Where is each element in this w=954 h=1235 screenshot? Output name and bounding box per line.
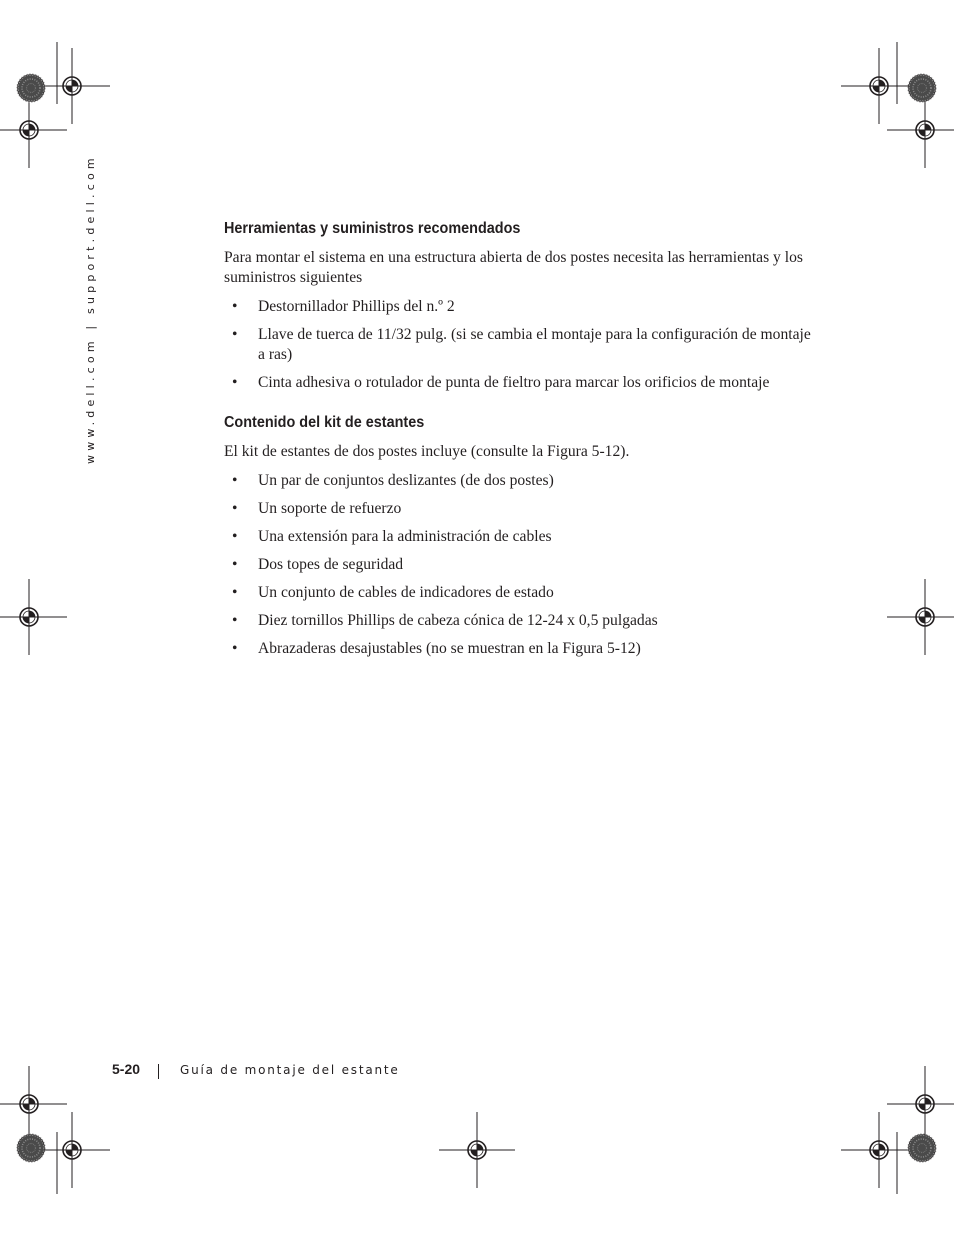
kit-list [224, 471, 814, 659]
list-item: • Un conjunto de cables de indicadores de estado [232, 584, 554, 601]
list-item: • Dos topes de seguridad [232, 556, 404, 573]
color-target-icon [909, 75, 936, 102]
list-item: • Llave de tuerca de 11/32 pulg. (si se cambia el montaje para la configuración de montaje a ras) [232, 326, 811, 363]
page-content [224, 218, 814, 659]
section-heading-tools: Herramientas y suministros recomendados [224, 220, 521, 237]
side-url: www.dell.com | support.dell.com [84, 154, 97, 464]
registration-mark-icon [841, 1112, 917, 1188]
list-item: • Una extensión para la administración de cables [232, 528, 552, 545]
color-target-icon [18, 1135, 45, 1162]
list-item: • Destornillador Phillips del n.º 2 [232, 298, 455, 315]
footer-title: Guía de montaje del estante [180, 1063, 400, 1077]
section-heading-kit: Contenido del kit de estantes [224, 414, 425, 431]
page-number: 5-20 [112, 1061, 141, 1077]
bullet: • [232, 472, 238, 489]
bullet: • [232, 528, 238, 545]
color-target-icon [18, 75, 45, 102]
registration-mark-icon [841, 48, 917, 124]
registration-mark-icon [34, 1112, 110, 1188]
registration-mark-icon [887, 1066, 954, 1142]
registration-mark-icon [0, 579, 67, 655]
bullet: • [232, 584, 238, 601]
list-item: • Un soporte de refuerzo [232, 500, 402, 517]
footer-divider [158, 1064, 159, 1079]
bullet: • [232, 326, 238, 343]
bullet: • [232, 612, 238, 629]
bullet: • [232, 556, 238, 573]
registration-mark-icon [0, 1066, 67, 1142]
bullet: • [232, 500, 238, 517]
bullet: • [232, 374, 238, 391]
registration-mark-icon [439, 1112, 515, 1188]
list-item: • Cinta adhesiva o rotulador de punta de fieltro para marcar los orificios de montaje [232, 374, 770, 391]
list-item: • Diez tornillos Phillips de cabeza cónica de 12-24 x 0,5 pulgadas [232, 612, 658, 629]
bullet: • [232, 640, 238, 657]
registration-mark-icon [887, 579, 954, 655]
list-item: • Abrazaderas desajustables (no se muestran en la Figura 5-12) [232, 640, 641, 657]
color-target-icon [909, 1135, 936, 1162]
list-item: • Un par de conjuntos deslizantes (de dos postes) [232, 472, 554, 489]
section-intro-kit: El kit de estantes de dos postes incluye (consulte la Figura 5-12). [224, 443, 630, 460]
bullet: • [232, 298, 238, 315]
tools-list [224, 297, 814, 393]
section-intro-tools: Para montar el sistema en una estructura abierta de dos postes necesita las herramientas y los suministros siguientes [224, 249, 803, 286]
